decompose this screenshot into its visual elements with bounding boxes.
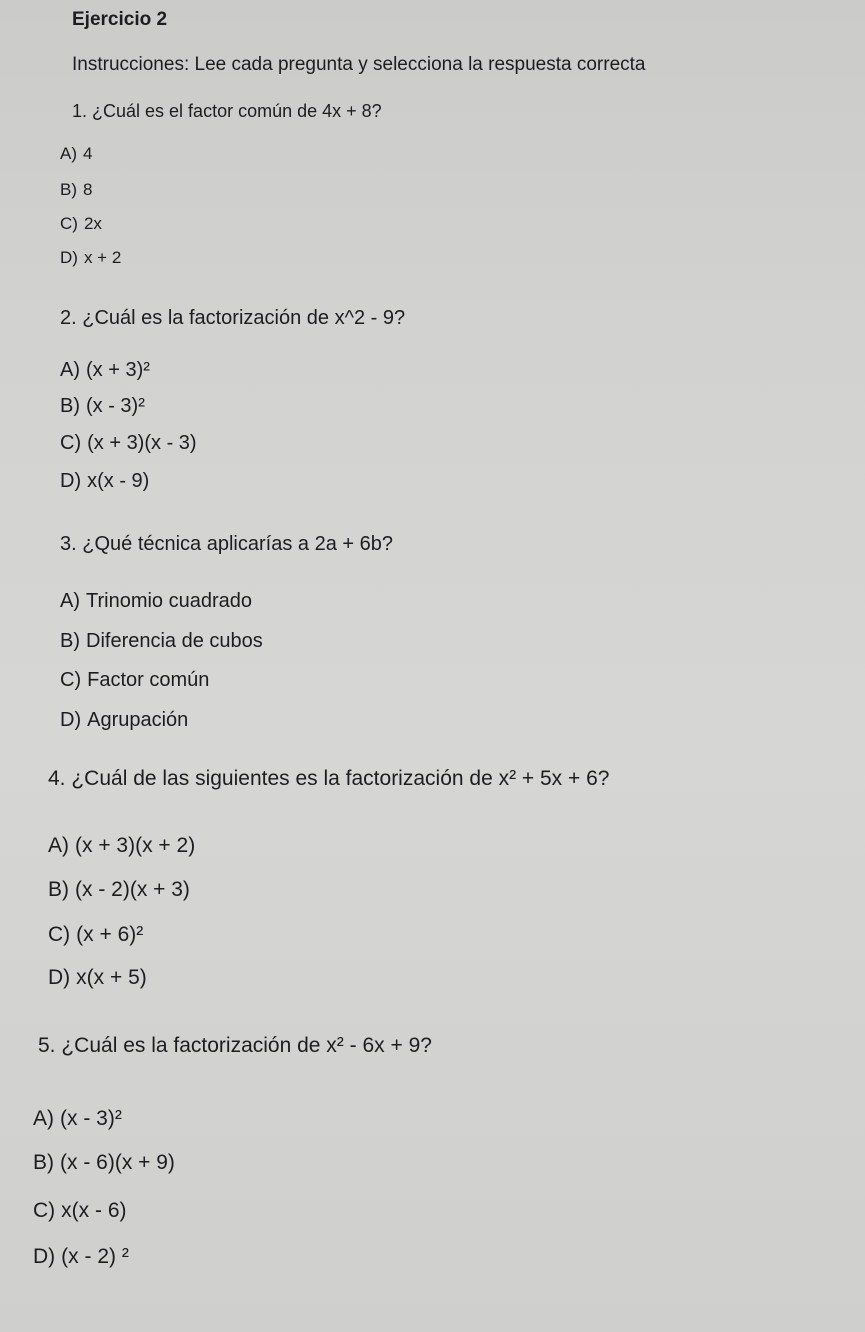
option-5c[interactable]: C) x(x - 6) [33,1199,127,1222]
option-3d[interactable]: D) Agrupación [60,709,189,731]
option-5b[interactable]: B) (x - 6)(x + 9) [33,1151,175,1174]
option-1d[interactable]: D) x + 2 [60,248,122,267]
option-1b[interactable]: B) 8 [60,180,93,199]
option-3a[interactable]: A) Trinomio cuadrado [60,590,253,612]
exercise-title: Ejercicio 2 [72,9,168,30]
option-3b[interactable]: B) Diferencia de cubos [60,630,263,652]
option-5a[interactable]: A) (x - 3)² [33,1107,122,1130]
option-4a[interactable]: A) (x + 3)(x + 2) [48,834,196,857]
question-4: 4. ¿Cuál de las siguientes es la factorización de x² + 5x + 6? [48,767,610,790]
instructions: Instrucciones: Lee cada pregunta y selecciona la respuesta correcta [72,54,646,75]
option-3c[interactable]: C) Factor común [60,669,210,691]
option-4d[interactable]: D) x(x + 5) [48,966,147,989]
question-1: 1. ¿Cuál es el factor común de 4x + 8? [72,101,382,121]
option-1a[interactable]: A) 4 [60,144,93,163]
option-2a[interactable]: A) (x + 3)² [60,359,150,381]
option-5d[interactable]: D) (x - 2) ² [33,1245,129,1268]
option-4b[interactable]: B) (x - 2)(x + 3) [48,878,190,901]
question-3: 3. ¿Qué técnica aplicarías a 2a + 6b? [60,533,393,555]
option-2b[interactable]: B) (x - 3)² [60,395,145,417]
option-4c[interactable]: C) (x + 6)² [48,923,144,946]
option-2d[interactable]: D) x(x - 9) [60,470,150,492]
question-2: 2. ¿Cuál es la factorización de x^2 - 9? [60,307,406,329]
question-5: 5. ¿Cuál es la factorización de x² - 6x + 9? [38,1034,432,1057]
option-2c[interactable]: C) (x + 3)(x - 3) [60,432,197,454]
option-1c[interactable]: C) 2x [60,214,102,233]
